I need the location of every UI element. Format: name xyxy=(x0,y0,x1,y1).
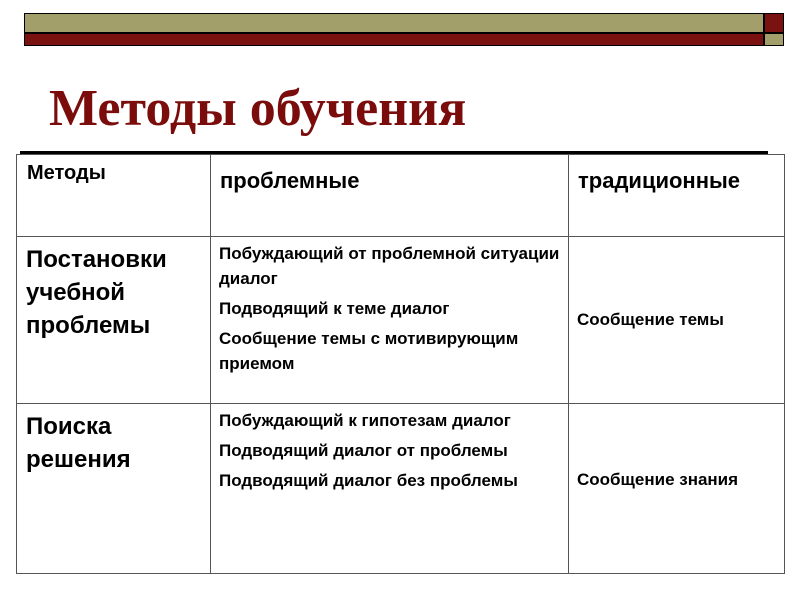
row-label: Постановки учебной проблемы xyxy=(26,246,167,339)
row-label-cell xyxy=(17,404,211,574)
traditional-cell xyxy=(569,404,785,574)
table-row xyxy=(17,404,785,574)
header-traditional-label: традиционные xyxy=(578,168,741,193)
header-cell-methods xyxy=(17,155,211,237)
row-label: Поиска решения xyxy=(26,413,131,473)
traditional-cell xyxy=(569,237,785,404)
traditional-value: Сообщение знания xyxy=(577,470,739,489)
list-item: Подводящий к теме диалог xyxy=(219,299,450,318)
traditional-value: Сообщение темы xyxy=(577,310,724,329)
header-cell-problem xyxy=(211,155,569,237)
page-title: Методы обучения xyxy=(49,80,467,137)
header-problem-label: проблемные xyxy=(220,168,360,193)
list-item: Побуждающий к гипотезам диалог xyxy=(219,411,511,430)
list-item: Побуждающий от проблемной ситуации диалог xyxy=(219,244,560,288)
table-row xyxy=(17,237,785,404)
header-square-olive xyxy=(764,33,784,46)
list-item: Подводящий диалог от проблемы xyxy=(219,441,508,460)
header-bar-olive xyxy=(24,13,764,33)
row-label-cell xyxy=(17,237,211,404)
table-header-row xyxy=(17,155,785,237)
list-item: Сообщение темы с мотивирующим приемом xyxy=(219,329,519,373)
methods-table xyxy=(16,154,785,574)
problem-methods-cell xyxy=(211,404,569,574)
header-cell-traditional xyxy=(569,155,785,237)
list-item: Подводящий диалог без проблемы xyxy=(219,471,518,490)
header-methods-label: Методы xyxy=(27,162,106,184)
header-bar-red xyxy=(24,33,764,46)
problem-methods-cell xyxy=(211,237,569,404)
header-square-red xyxy=(764,13,784,33)
